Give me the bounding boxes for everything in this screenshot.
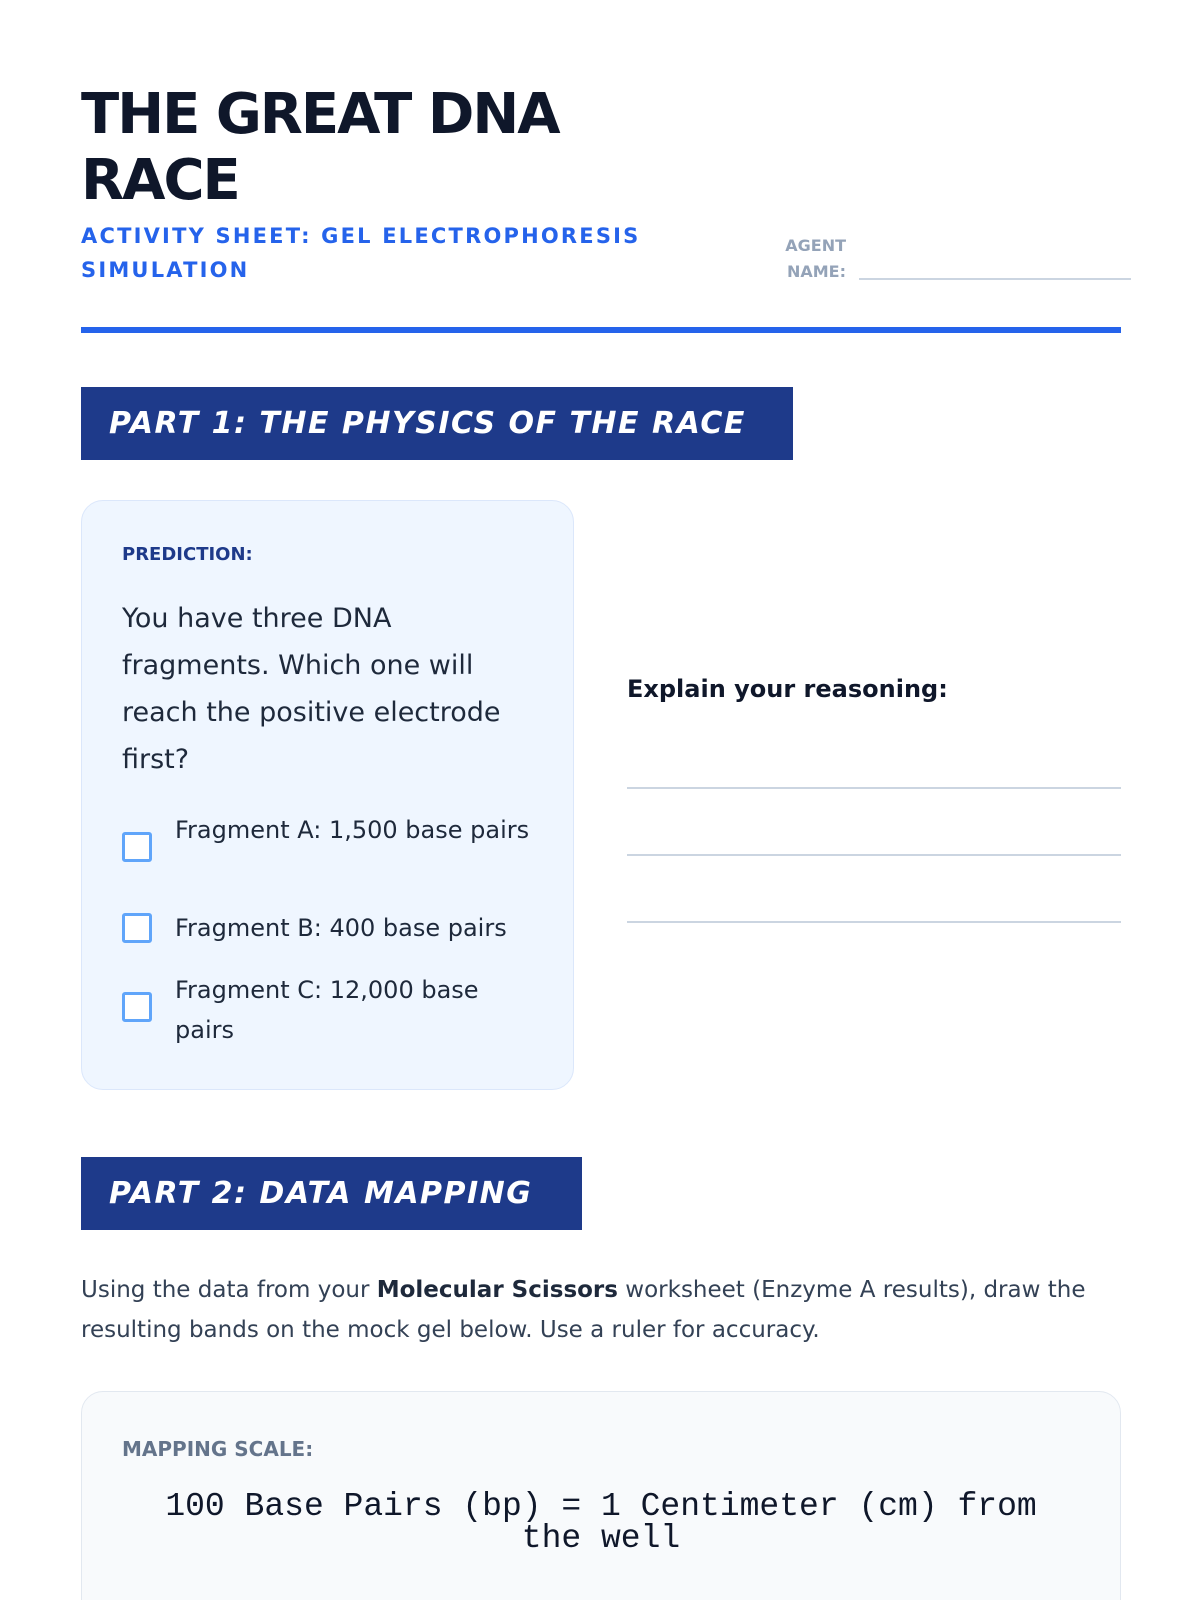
agent-name-label: AGENT NAME: <box>785 236 846 281</box>
page-subtitle: ACTIVITY SHEET: GEL ELECTROPHORESIS SIMULATION <box>81 224 641 282</box>
header-divider <box>81 327 1121 333</box>
prediction-question: You have three DNA fragments. Which one will reach the positive electrode first? <box>122 603 501 775</box>
intro-worksheet-name: Molecular Scissors <box>376 1277 618 1303</box>
intro-text-end: worksheet (Enzyme A results), draw the resulting bands on the mock gel below. Use a ruler for accuracy. <box>81 1277 1086 1343</box>
part2-banner: PART 2: DATA MAPPING <box>81 1157 582 1230</box>
reasoning-line[interactable] <box>627 921 1121 923</box>
intro-text-start: Using the data from your <box>81 1277 377 1303</box>
option-label: Fragment C: 12,000 base pairs <box>175 976 479 1044</box>
part2-instructions <box>81 1270 1121 1350</box>
checkbox-fragment-c[interactable] <box>122 992 152 1022</box>
prediction-label: PREDICTION: <box>122 544 253 565</box>
option-label: Fragment B: 400 base pairs <box>175 914 507 942</box>
page-title: THE GREAT DNA RACE <box>81 82 559 213</box>
checkbox-fragment-a[interactable] <box>122 832 152 862</box>
option-label: Fragment A: 1,500 base pairs <box>175 816 530 844</box>
mapping-scale-label: MAPPING SCALE: <box>122 1437 314 1461</box>
agent-name-field[interactable] <box>766 233 1121 283</box>
agent-name-line[interactable] <box>859 278 1131 280</box>
reasoning-label: Explain your reasoning: <box>627 675 948 703</box>
mapping-scale-text: 100 Base Pairs (bp) = 1 Centimeter (cm) from the well <box>165 1488 1037 1557</box>
reasoning-line[interactable] <box>627 787 1121 789</box>
part1-banner: PART 1: THE PHYSICS OF THE RACE <box>81 387 793 460</box>
reasoning-line[interactable] <box>627 854 1121 856</box>
checkbox-fragment-b[interactable] <box>122 913 152 943</box>
